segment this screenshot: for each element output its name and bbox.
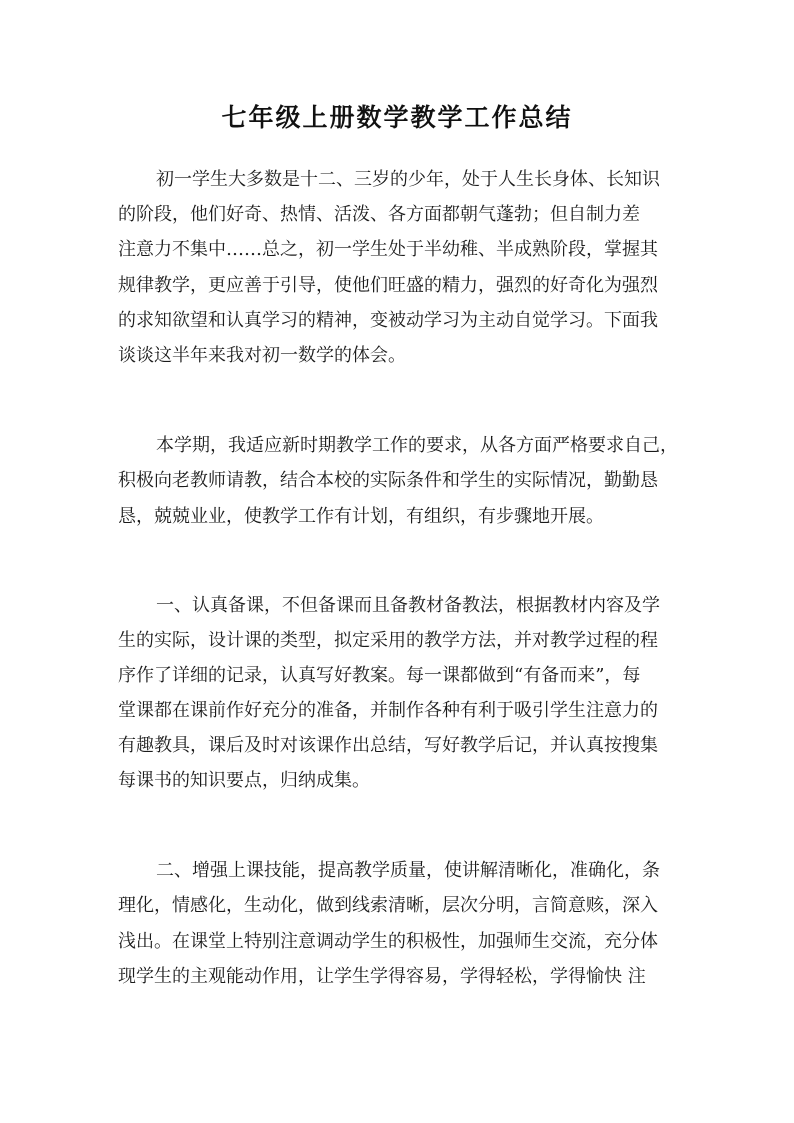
text-line-p4-2: 理化，情感化，生动化，做到线索清晰，层次分明，言简意赅，深入 xyxy=(118,895,658,916)
text-line-p4-1: 二、增强上课技能，提高教学质量，使讲解清晰化，准确化，条 xyxy=(156,860,660,881)
text-line-p3-3: 序作了详细的记录，认真写好教案。每一课都做到“有备而来”，每 xyxy=(118,665,641,686)
text-line-p3-1: 一、认真备课，不但备课而且备教材备教法，根据教材内容及学 xyxy=(156,595,660,616)
text-line-p3-4: 堂课都在课前作好充分的准备，并制作各种有利于吸引学生注意力的 xyxy=(118,700,658,721)
text-line-p4-3: 浅出。在课堂上特别注意调动学生的积极性，加强师生交流，充分体 xyxy=(118,931,658,952)
text-line-p1-4: 规律教学，更应善于引导，使他们旺盛的精力，强烈的好奇化为强烈 xyxy=(118,275,658,296)
text-line-p3-2: 生的实际，设计课的类型，拟定采用的教学方法，并对教学过程的程 xyxy=(118,630,658,651)
text-line-p4-4: 现学生的主观能动作用，让学生学得容易，学得轻松，学得愉快 注 xyxy=(118,966,646,987)
text-line-p1-1: 初一学生大多数是十二、三岁的少年，处于人生长身体、长知识 xyxy=(156,169,660,190)
text-line-p2-3: 恳，兢兢业业，使教学工作有计划，有组织，有步骤地开展。 xyxy=(118,506,604,527)
text-line-p3-5: 有趣教具，课后及时对该课作出总结，写好教学后记，并认真按搜集 xyxy=(118,735,658,756)
text-line-p2-1: 本学期，我适应新时期教学工作的要求，从各方面严格要求自己， xyxy=(156,435,678,456)
text-line-p1-2: 的阶段，他们好奇、热情、活泼、各方面都朝气蓬勃；但自制力差 xyxy=(118,204,640,225)
text-line-p2-2: 积极向老教师请教，结合本校的实际条件和学生的实际情况，勤勤恳 xyxy=(118,470,658,491)
text-line-p1-5: 的求知欲望和认真学习的精神，变被动学习为主动自觉学习。下面我 xyxy=(118,310,658,331)
text-line-p1-3: 注意力不集中……总之，初一学生处于半幼稚、半成熟阶段，掌握其 xyxy=(118,239,658,260)
document-title: 七年级上册数学教学工作总结 xyxy=(221,103,573,132)
text-line-p1-6: 谈谈这半年来我对初一数学的体会。 xyxy=(118,345,406,366)
text-line-p3-6: 每课书的知识要点，归纳成集。 xyxy=(118,770,370,791)
